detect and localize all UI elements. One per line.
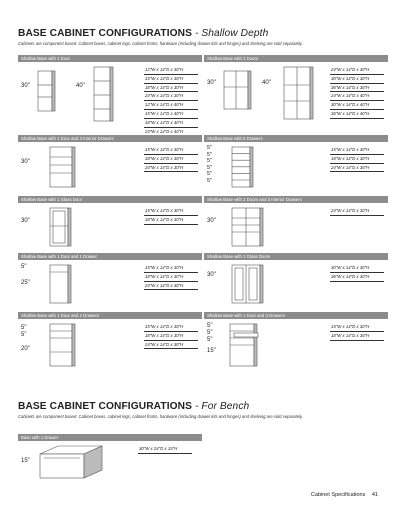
bench-cabinet-drawing xyxy=(38,442,104,486)
size-item: 18"W x 14"D x 30"H xyxy=(330,332,384,341)
size-item: 18"W x 14"D x 30"H xyxy=(144,332,198,341)
size-list xyxy=(330,264,384,282)
size-list xyxy=(144,264,198,290)
intro-text: Cabinets are component based. Cabinet boxes, cabinet legs, cabinet fronts, hardware (including drawer kits and hinges) and shelving are sold separately. xyxy=(18,41,303,46)
page-number: 41 xyxy=(371,492,378,498)
panel-label: Base with 1 Drawer xyxy=(18,434,202,441)
panel-1-door-2-drawers xyxy=(18,312,202,374)
drawer-heights xyxy=(207,145,212,185)
drawer-height: 5" xyxy=(207,177,213,184)
panel-label: Shallow Base with 2 Doors and 3 Interior Drawers xyxy=(204,196,388,203)
size-item: 15"W x 14"D x 30"H xyxy=(144,75,198,84)
panel-label: Shallow Base with 1 Door and 1 Drawer xyxy=(18,253,202,260)
drawer-height: 5" xyxy=(207,337,213,343)
size-item: 30"W x 14"D x 30"H xyxy=(330,75,384,84)
height-15: 15" xyxy=(21,458,30,464)
size-list xyxy=(144,207,198,225)
drawer-height: 5" xyxy=(21,325,27,331)
drawer-height: 5" xyxy=(21,264,27,270)
size-item: 15"W x 14"D x 30"H xyxy=(144,207,198,216)
page-title xyxy=(18,28,268,39)
size-item: 24"W x 14"D x 40"H xyxy=(144,128,198,137)
height-30: 30" xyxy=(21,159,30,165)
cabinet-drawing xyxy=(48,263,74,305)
size-item: 15"W x 14"D x 30"H xyxy=(144,323,198,332)
panel-2-doors-3-interior-drawers xyxy=(204,196,388,252)
size-item: 18"W x 14"D x 30"H xyxy=(144,155,198,164)
size-item: 18"W x 14"D x 30"H xyxy=(144,84,198,93)
size-item: 24"W x 14"D x 30"H xyxy=(144,92,198,101)
cabinet-drawing xyxy=(48,206,74,248)
drawer-height: 5" xyxy=(207,330,213,336)
drawer-height: 5" xyxy=(207,145,213,151)
size-item: 18"W x 14"D x 30"H xyxy=(330,155,384,164)
drawer-height: 5" xyxy=(207,158,213,165)
size-list xyxy=(144,146,198,172)
size-item: 18"W x 14"D x 40"H xyxy=(144,119,198,128)
panel-label: Shallow Base with 1 Door xyxy=(18,55,202,62)
panel-1-door-3-interior-drawers xyxy=(18,135,202,193)
size-list xyxy=(144,323,198,349)
cabinet-drawing xyxy=(230,263,266,305)
height-30: 30" xyxy=(21,83,30,89)
panel-label: Shallow Base with 1 Glass Door xyxy=(18,196,202,203)
cabinet-30-drawing xyxy=(222,67,252,113)
size-list xyxy=(330,146,384,172)
size-list xyxy=(330,207,384,216)
cabinet-40-drawing xyxy=(282,65,314,121)
size-list xyxy=(330,323,384,341)
height-30: 30" xyxy=(207,272,216,278)
height-30: 30" xyxy=(21,218,30,224)
size-item: 24"W x 14"D x 30"H xyxy=(330,164,384,173)
size-item: 36"W x 14"D x 30"H xyxy=(330,84,384,93)
size-item: 12"W x 14"D x 40"H xyxy=(144,101,198,110)
height-40: 40" xyxy=(76,83,85,89)
door-height: 15" xyxy=(207,348,216,354)
size-item: 30"W x 14"D x 30"H xyxy=(330,264,384,273)
panel-bench-1-drawer xyxy=(18,434,202,484)
height-30: 30" xyxy=(207,80,216,86)
bench-title xyxy=(18,401,249,412)
height-40: 40" xyxy=(262,80,271,86)
cabinet-drawing xyxy=(228,322,262,368)
drawer-height: 5" xyxy=(207,171,213,178)
size-list xyxy=(138,445,192,454)
cabinet-drawing xyxy=(230,206,266,248)
size-item: 24"W x 14"D x 40"H xyxy=(330,92,384,101)
panel-1-door xyxy=(18,55,202,134)
bench-intro-text: Cabinets are component based. Cabinet boxes, cabinet legs, cabinet fronts, hardware (including drawer kits and hinges) and shelving are sold separately. xyxy=(18,414,303,419)
cabinet-40-drawing xyxy=(92,65,114,123)
size-item: 15"W x 14"D x 30"H xyxy=(144,146,198,155)
title-text: BASE CABINET CONFIGURATIONS xyxy=(18,401,193,412)
size-item: 24"W x 14"D x 30"H xyxy=(144,341,198,350)
size-item: 36"W x 14"D x 40"H xyxy=(330,110,384,119)
size-item: 24"W x 14"D x 30"H xyxy=(330,66,384,75)
drawer-height: 5" xyxy=(207,323,213,329)
size-item: 12"W x 14"D x 30"H xyxy=(144,66,198,75)
height-30: 30" xyxy=(207,218,216,224)
panel-label: Shallow Base with 1 Door and 3 Drawers xyxy=(204,312,388,319)
size-list xyxy=(330,66,384,119)
size-item: 36"W x 14"D x 30"H xyxy=(330,273,384,282)
title-subtitle: - Shallow Depth xyxy=(194,28,269,39)
size-item: 18"W x 14"D x 30"H xyxy=(144,216,198,225)
panel-1-door-3-drawers xyxy=(204,312,388,374)
drawer-height: 5" xyxy=(21,332,27,338)
panel-label: Shallow Base with 2 Glass Doors xyxy=(204,253,388,260)
panel-2-glass-doors xyxy=(204,253,388,309)
cabinet-drawing xyxy=(48,322,78,368)
panel-1-glass-door xyxy=(18,196,202,252)
panel-label: Shallow Base with 2 Doors xyxy=(204,55,388,62)
size-item: 18"W x 14"D x 30"H xyxy=(144,273,198,282)
drawer-height: 5" xyxy=(207,164,213,171)
size-item: 15"W x 14"D x 30"H xyxy=(330,323,384,332)
size-list xyxy=(144,66,198,136)
size-item: 15"W x 14"D x 30"H xyxy=(330,146,384,155)
panel-label: Shallow Base with 1 Door and 3 Interior Drawers xyxy=(18,135,202,142)
drawer-height: 5" xyxy=(207,151,213,158)
page-footer xyxy=(306,492,378,498)
size-item: 24"W x 14"D x 30"H xyxy=(144,282,198,291)
size-item: 15"W x 14"D x 30"H xyxy=(144,264,198,273)
size-item: 30"W x 14"D x 40"H xyxy=(330,101,384,110)
cabinet-drawing xyxy=(48,145,78,189)
door-height: 20" xyxy=(21,346,30,352)
title-text: BASE CABINET CONFIGURATIONS xyxy=(18,28,193,39)
panel-label: Shallow Base with 6 Drawers xyxy=(204,135,388,142)
panel-6-drawers xyxy=(204,135,388,193)
panel-1-door-1-drawer xyxy=(18,253,202,309)
panel-label: Shallow Base with 1 Door and 2 Drawers xyxy=(18,312,202,319)
cabinet-30-drawing xyxy=(36,67,56,115)
cabinet-drawing xyxy=(230,145,256,189)
size-item: 24"W x 14"D x 30"H xyxy=(330,207,384,216)
footer-label: Cabinet Specifications xyxy=(310,492,366,498)
title-subtitle: - For Bench xyxy=(194,401,250,412)
door-height: 25" xyxy=(21,280,30,286)
size-item: 15"W x 14"D x 40"H xyxy=(144,110,198,119)
panel-2-doors xyxy=(204,55,388,127)
size-item: 30"W x 24"D x 15"H xyxy=(138,445,192,454)
size-item: 24"W x 14"D x 30"H xyxy=(144,164,198,173)
